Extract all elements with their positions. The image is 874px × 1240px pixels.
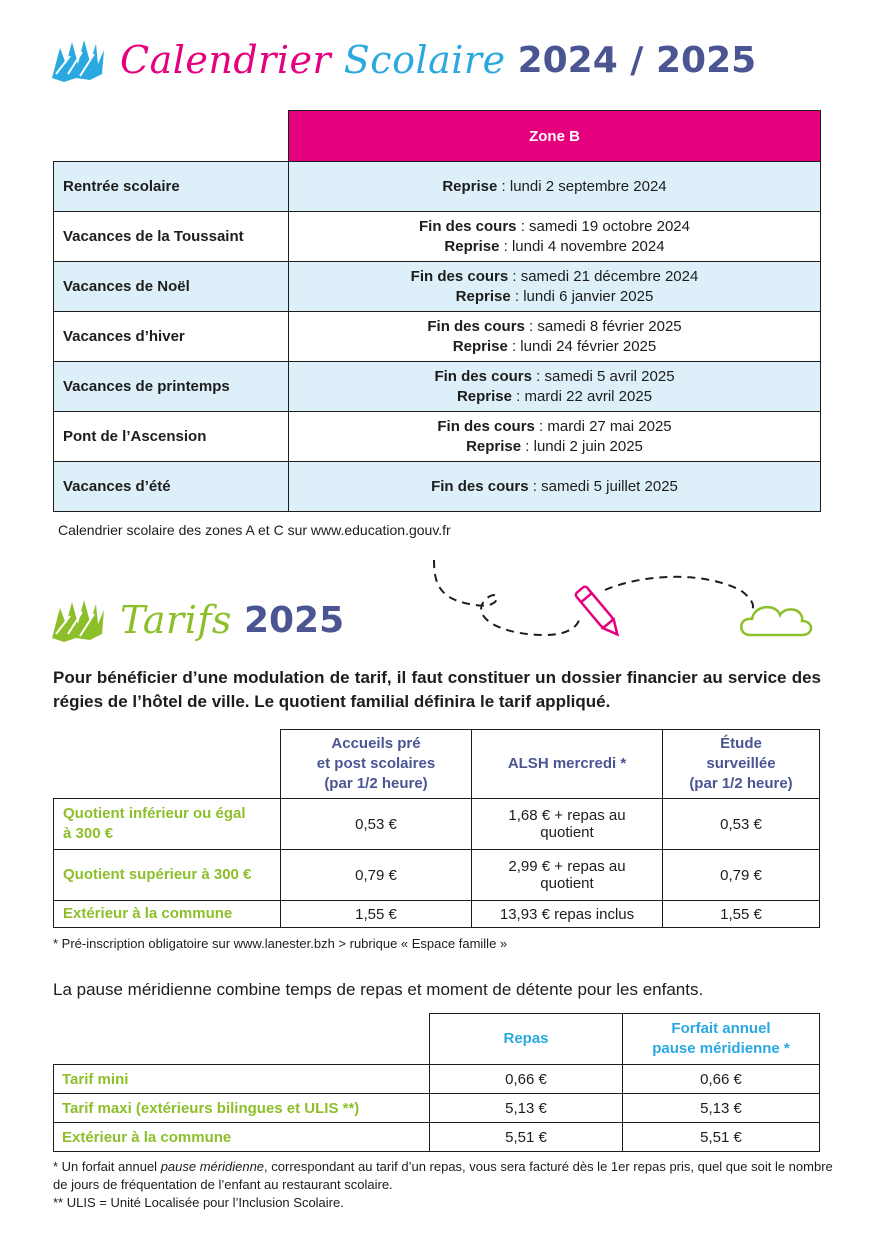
tarifs-cell: 1,68 € + repas au quotient — [472, 799, 663, 850]
calendar-row-label: Pont de l’Ascension — [54, 412, 289, 462]
date-key: Fin des cours — [419, 217, 517, 235]
tarifs-note: * Pré-inscription obligatoire sur www.lanester.bzh > rubrique « Espace famille » — [53, 936, 508, 951]
pause-footnote — [53, 1158, 833, 1212]
pause-intro: La pause méridienne combine temps de repas et moment de détente pour les enfants. — [53, 980, 704, 999]
pause-row — [54, 1065, 820, 1094]
calendar-note: Calendrier scolaire des zones A et C sur www.education.gouv.fr — [58, 522, 451, 538]
zone-header: Zone B — [289, 111, 821, 162]
empty-corner — [54, 1014, 430, 1065]
footnote-italic: pause méridienne — [160, 1159, 265, 1174]
calendar-title-year: 2024 / 2025 — [517, 39, 757, 81]
pencil-icon — [575, 586, 623, 639]
date-key: Reprise — [452, 337, 508, 355]
date-value: : lundi 6 janvier 2025 — [510, 287, 654, 305]
tarifs-cell: 0,79 € — [281, 850, 472, 901]
title-word-scolaire: Scolaire — [343, 38, 506, 82]
date-value: : lundi 2 juin 2025 — [521, 437, 643, 455]
tarifs-title-year: 2025 — [243, 599, 345, 641]
calendar-header-row — [54, 111, 821, 162]
tarifs-intro: Pour bénéficier d’une modulation de tarif, il faut constituer un dossier financier au service des régies de l’hôtel de ville. Le quotient familial définira le tarif appliqué. — [53, 668, 821, 711]
date-key: Fin des cours — [427, 317, 525, 335]
blue-brush-icon — [46, 34, 108, 86]
calendar-header — [46, 34, 756, 86]
calendar-row-dates — [289, 462, 821, 512]
date-value: : lundi 2 septembre 2024 — [497, 177, 667, 195]
tarifs-cell: 1,55 € — [281, 901, 472, 928]
tarifs-cell: 0,79 € — [663, 850, 820, 901]
date-value: : lundi 24 février 2025 — [507, 337, 657, 355]
calendar-row-label: Vacances de printemps — [54, 362, 289, 412]
calendar-row — [54, 312, 821, 362]
calendar-row — [54, 212, 821, 262]
calendar-row-dates — [289, 362, 821, 412]
footnote-part-b: , correspondant au tarif d’un repas, vous sera facturé dès le 1er repas pris, quel que soit le nombre de jours de fréquentation de l’enfant au restaurant scolaire. — [53, 1159, 833, 1192]
pause-row-label: Tarif mini — [54, 1065, 430, 1094]
tarifs-cell: 2,99 € + repas au quotient — [472, 850, 663, 901]
tarifs-cell: 0,53 € — [281, 799, 472, 850]
calendar-row-dates — [289, 162, 821, 212]
header-repas: Repas — [430, 1014, 623, 1065]
date-key: Reprise — [466, 437, 522, 455]
tarifs-header — [46, 594, 344, 646]
tarifs-header-row — [54, 730, 820, 799]
header-alsh: ALSH mercredi * — [472, 730, 663, 799]
tarifs-row — [54, 901, 820, 928]
tarifs-cell: 13,93 € repas inclus — [472, 901, 663, 928]
pause-row — [54, 1123, 820, 1152]
calendar-row — [54, 162, 821, 212]
pause-cell-repas: 5,13 € — [430, 1094, 623, 1123]
green-brush-icon — [46, 594, 108, 646]
tarifs-cell: 0,53 € — [663, 799, 820, 850]
calendar-row-label: Vacances de la Toussaint — [54, 212, 289, 262]
date-key: Fin des cours — [434, 367, 532, 385]
header-etude: Étude surveillée (par 1/2 heure) — [663, 730, 820, 799]
date-value: : samedi 5 avril 2025 — [531, 367, 675, 385]
header-accueils: Accueils pré et post scolaires (par 1/2 heure) — [281, 730, 472, 799]
date-key: Reprise — [455, 287, 511, 305]
pause-row — [54, 1094, 820, 1123]
tarifs-row-label: Quotient inférieur ou égal à 300 € — [54, 799, 281, 850]
calendar-row — [54, 262, 821, 312]
pause-meridienne-table — [53, 1013, 820, 1152]
pause-row-label: Tarif maxi (extérieurs bilingues et ULIS **) — [54, 1094, 430, 1123]
date-key: Reprise — [456, 387, 512, 405]
calendar-row-label: Vacances de Noël — [54, 262, 289, 312]
date-key: Fin des cours — [410, 267, 509, 285]
pause-cell-repas: 5,51 € — [430, 1123, 623, 1152]
pause-cell-forfait: 0,66 € — [623, 1065, 820, 1094]
calendar-row-dates — [289, 312, 821, 362]
school-calendar-table — [53, 110, 821, 512]
calendar-title-script — [120, 38, 506, 82]
tarifs-row — [54, 799, 820, 850]
date-value: : samedi 19 octobre 2024 — [516, 217, 690, 235]
pause-row-label: Extérieur à la commune — [54, 1123, 430, 1152]
date-key: Reprise — [442, 177, 498, 195]
calendar-row — [54, 412, 821, 462]
calendar-row-label: Vacances d’été — [54, 462, 289, 512]
date-key: Reprise — [444, 237, 500, 255]
footnote-part-a: * Un forfait annuel — [53, 1159, 161, 1174]
pencil-doodle-icon — [420, 555, 820, 655]
date-value: : lundi 4 novembre 2024 — [499, 237, 665, 255]
title-word-calendrier: Calendrier — [120, 38, 332, 82]
footnote-ulis: ** ULIS = Unité Localisée pour l’Inclusion Scolaire. — [53, 1195, 344, 1210]
calendar-row-dates — [289, 262, 821, 312]
tarifs-title-script: Tarifs — [120, 598, 232, 642]
cloud-icon — [741, 607, 811, 635]
date-value: : samedi 5 juillet 2025 — [528, 477, 678, 495]
tarifs-cell: 1,55 € — [663, 901, 820, 928]
header-forfait: Forfait annuel pause méridienne * — [623, 1014, 820, 1065]
tarifs-table — [53, 729, 820, 928]
empty-corner — [54, 111, 289, 162]
date-value: : mardi 22 avril 2025 — [511, 387, 653, 405]
calendar-row — [54, 462, 821, 512]
empty-corner — [54, 730, 281, 799]
tarifs-row-label: Quotient supérieur à 300 € — [54, 850, 281, 901]
pause-cell-repas: 0,66 € — [430, 1065, 623, 1094]
pause-header-row — [54, 1014, 820, 1065]
date-value: : samedi 8 février 2025 — [524, 317, 682, 335]
date-key: Fin des cours — [437, 417, 535, 435]
calendar-row-label: Rentrée scolaire — [54, 162, 289, 212]
date-value: : mardi 27 mai 2025 — [534, 417, 672, 435]
calendar-row-dates — [289, 212, 821, 262]
date-value: : samedi 21 décembre 2024 — [508, 267, 699, 285]
calendar-row — [54, 362, 821, 412]
calendar-row-label: Vacances d’hiver — [54, 312, 289, 362]
tarifs-row — [54, 850, 820, 901]
tarifs-row-label: Extérieur à la commune — [54, 901, 281, 928]
date-key: Fin des cours — [431, 477, 529, 495]
calendar-row-dates — [289, 412, 821, 462]
pause-cell-forfait: 5,51 € — [623, 1123, 820, 1152]
pause-cell-forfait: 5,13 € — [623, 1094, 820, 1123]
